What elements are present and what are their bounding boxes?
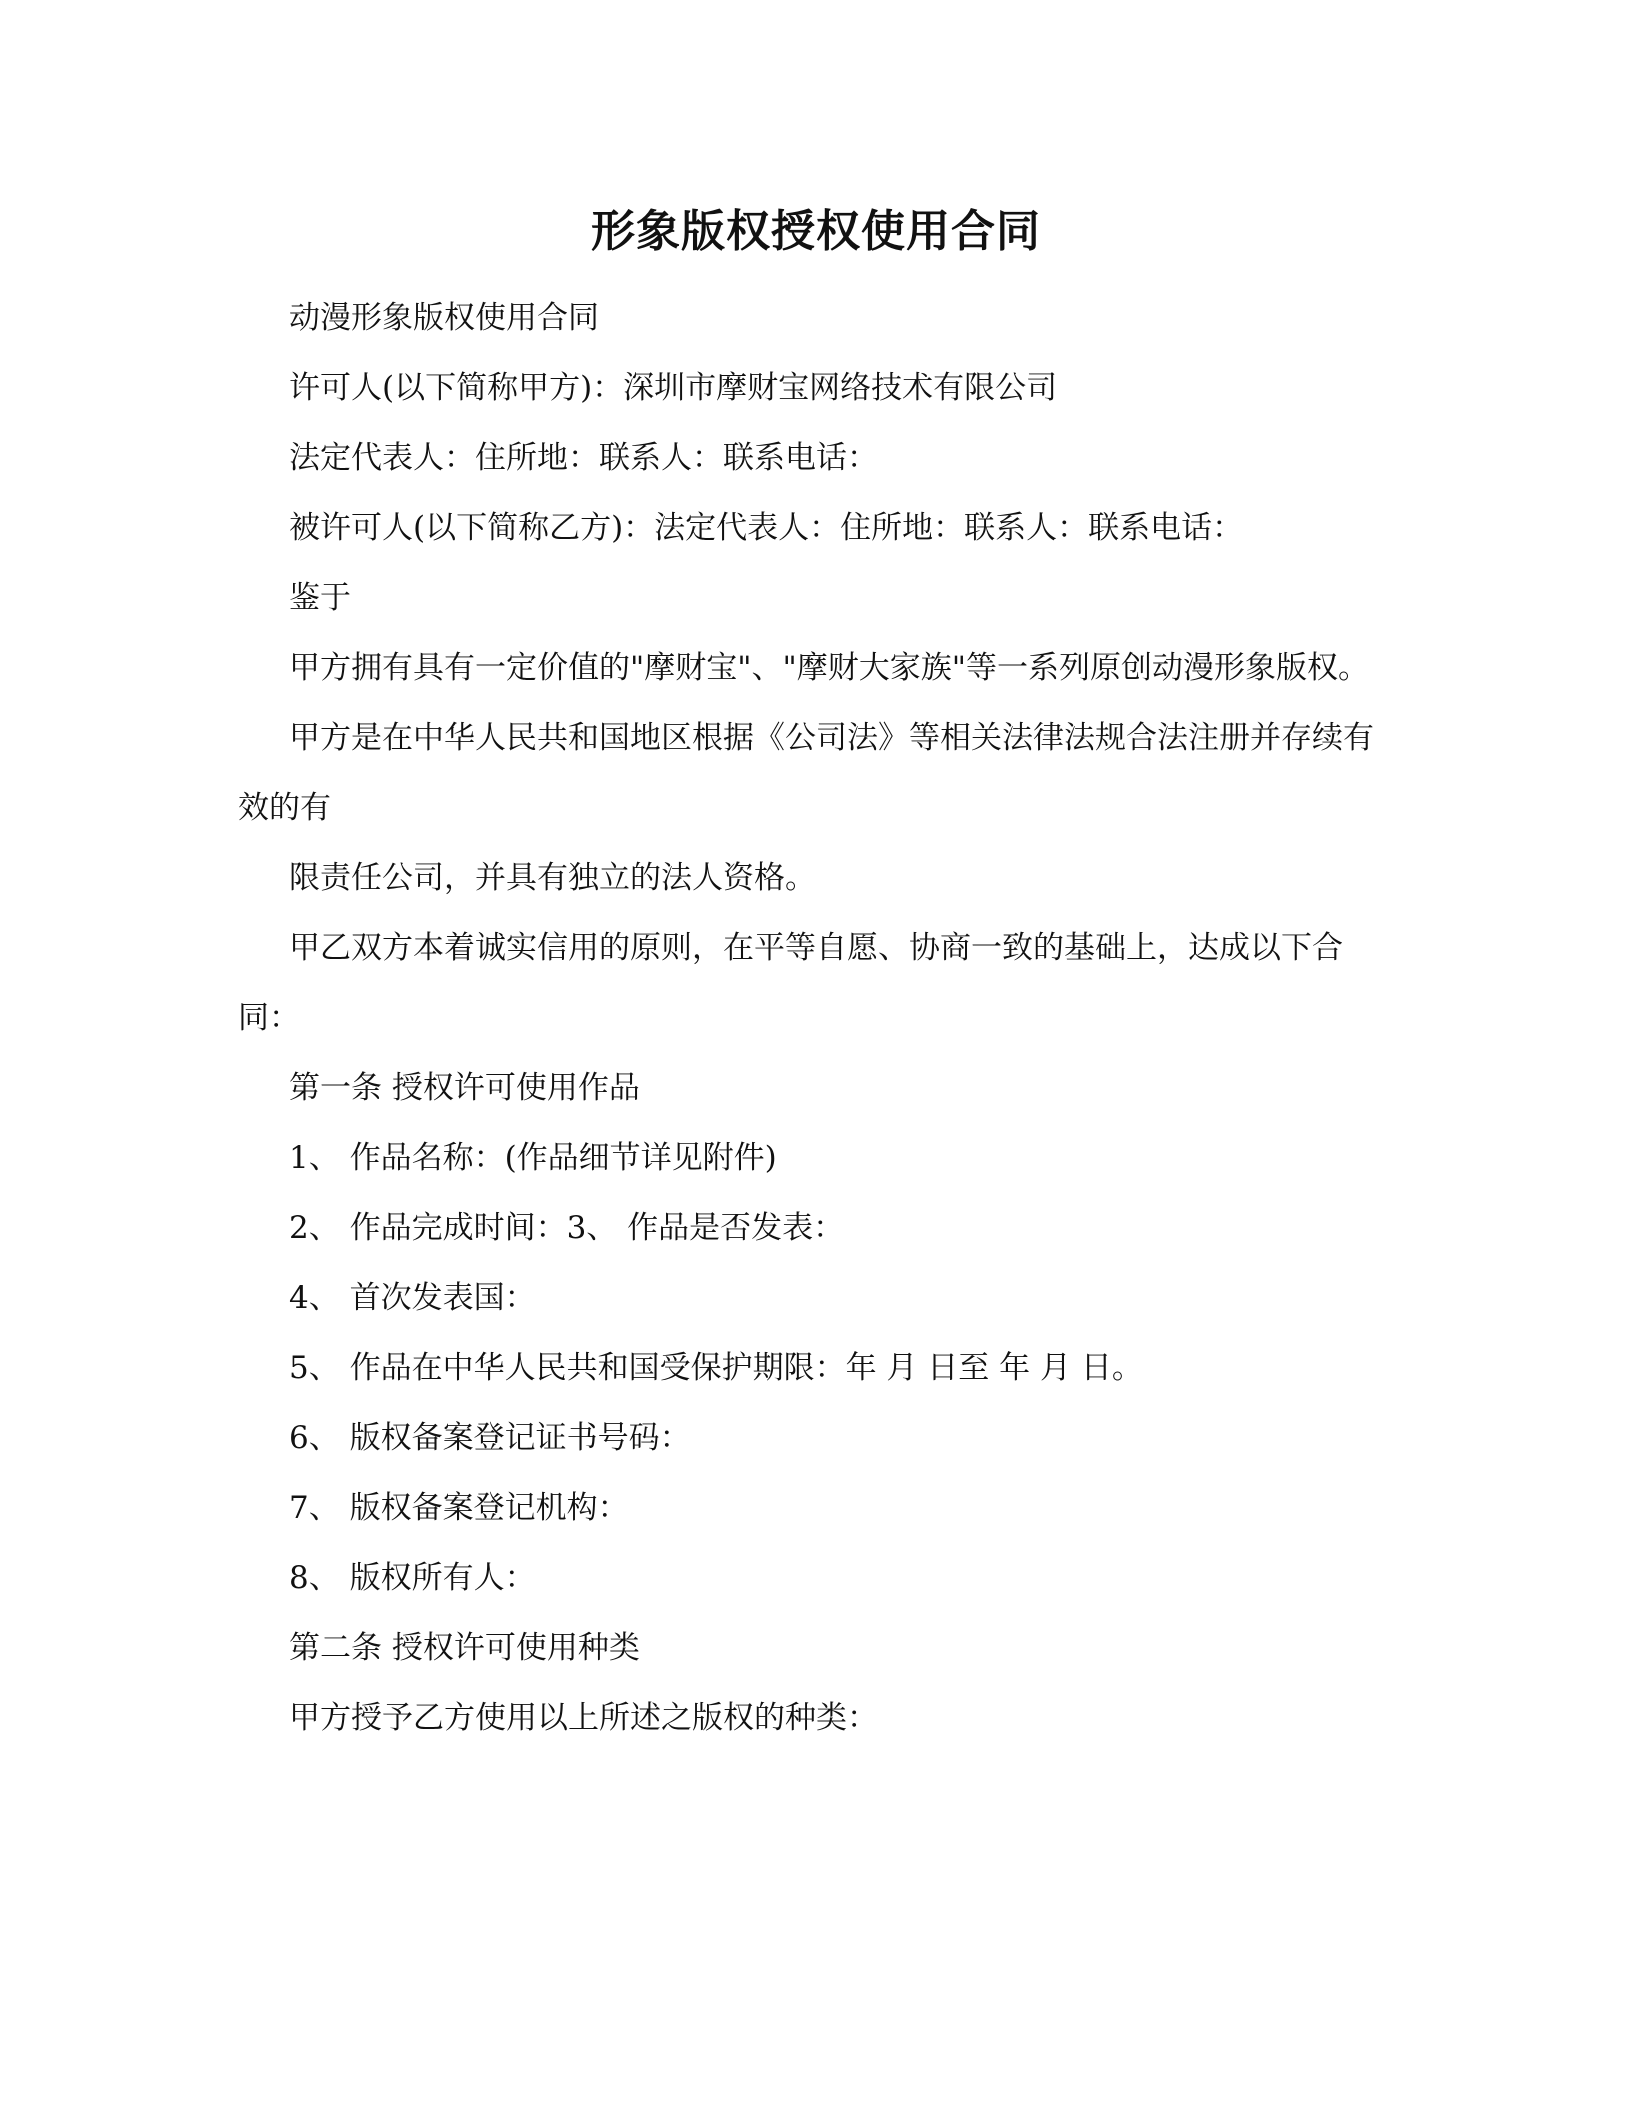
article-2-heading: 第二条 授权许可使用种类	[289, 1630, 640, 1666]
paragraph-limited-liability: 限责任公司，并具有独立的法人资格。	[289, 860, 816, 896]
item-5-protection-period: 5、 作品在中华人民共和国受保护期限：年 月 日至 年 月 日。	[289, 1350, 1143, 1386]
item-6-registration-number: 6、 版权备案登记证书号码：	[289, 1420, 691, 1456]
paragraph-licensor-details: 法定代表人：住所地：联系人：联系电话：	[289, 440, 878, 476]
document-body	[238, 283, 1374, 1753]
item-1-work-name: 1、 作品名称：(作品细节详见附件)	[289, 1140, 777, 1176]
paragraph-company-status: 甲方是在中华人民共和国地区根据《公司法》等相关法律法规合法注册并存续有效的有	[238, 720, 1374, 826]
item-2-completion-time: 2、 作品完成时间：3、 作品是否发表：	[289, 1210, 845, 1246]
item-7-registration-agency: 7、 版权备案登记机构：	[289, 1490, 629, 1526]
item-4-first-publication: 4、 首次发表国：	[289, 1280, 536, 1316]
article-1-heading: 第一条 授权许可使用作品	[289, 1070, 640, 1106]
paragraph-usage-types: 甲方授予乙方使用以上所述之版权的种类：	[289, 1700, 878, 1736]
paragraph-licensee: 被许可人(以下简称乙方)：法定代表人：住所地：联系人：联系电话：	[289, 510, 1244, 546]
paragraph-subtitle: 动漫形象版权使用合同	[289, 300, 599, 336]
paragraph-agreement: 甲乙双方本着诚实信用的原则，在平等自愿、协商一致的基础上，达成以下合同：	[238, 930, 1343, 1036]
item-8-copyright-owner: 8、 版权所有人：	[289, 1560, 536, 1596]
document-title: 形象版权授权使用合同	[591, 206, 1041, 257]
paragraph-licensor: 许可人(以下简称甲方)：深圳市摩财宝网络技术有限公司	[289, 370, 1058, 406]
paragraph-copyright-ownership: 甲方拥有具有一定价值的"摩财宝"、"摩财大家族"等一系列原创动漫形象版权。	[289, 650, 1370, 686]
paragraph-whereas: 鉴于	[289, 580, 351, 616]
